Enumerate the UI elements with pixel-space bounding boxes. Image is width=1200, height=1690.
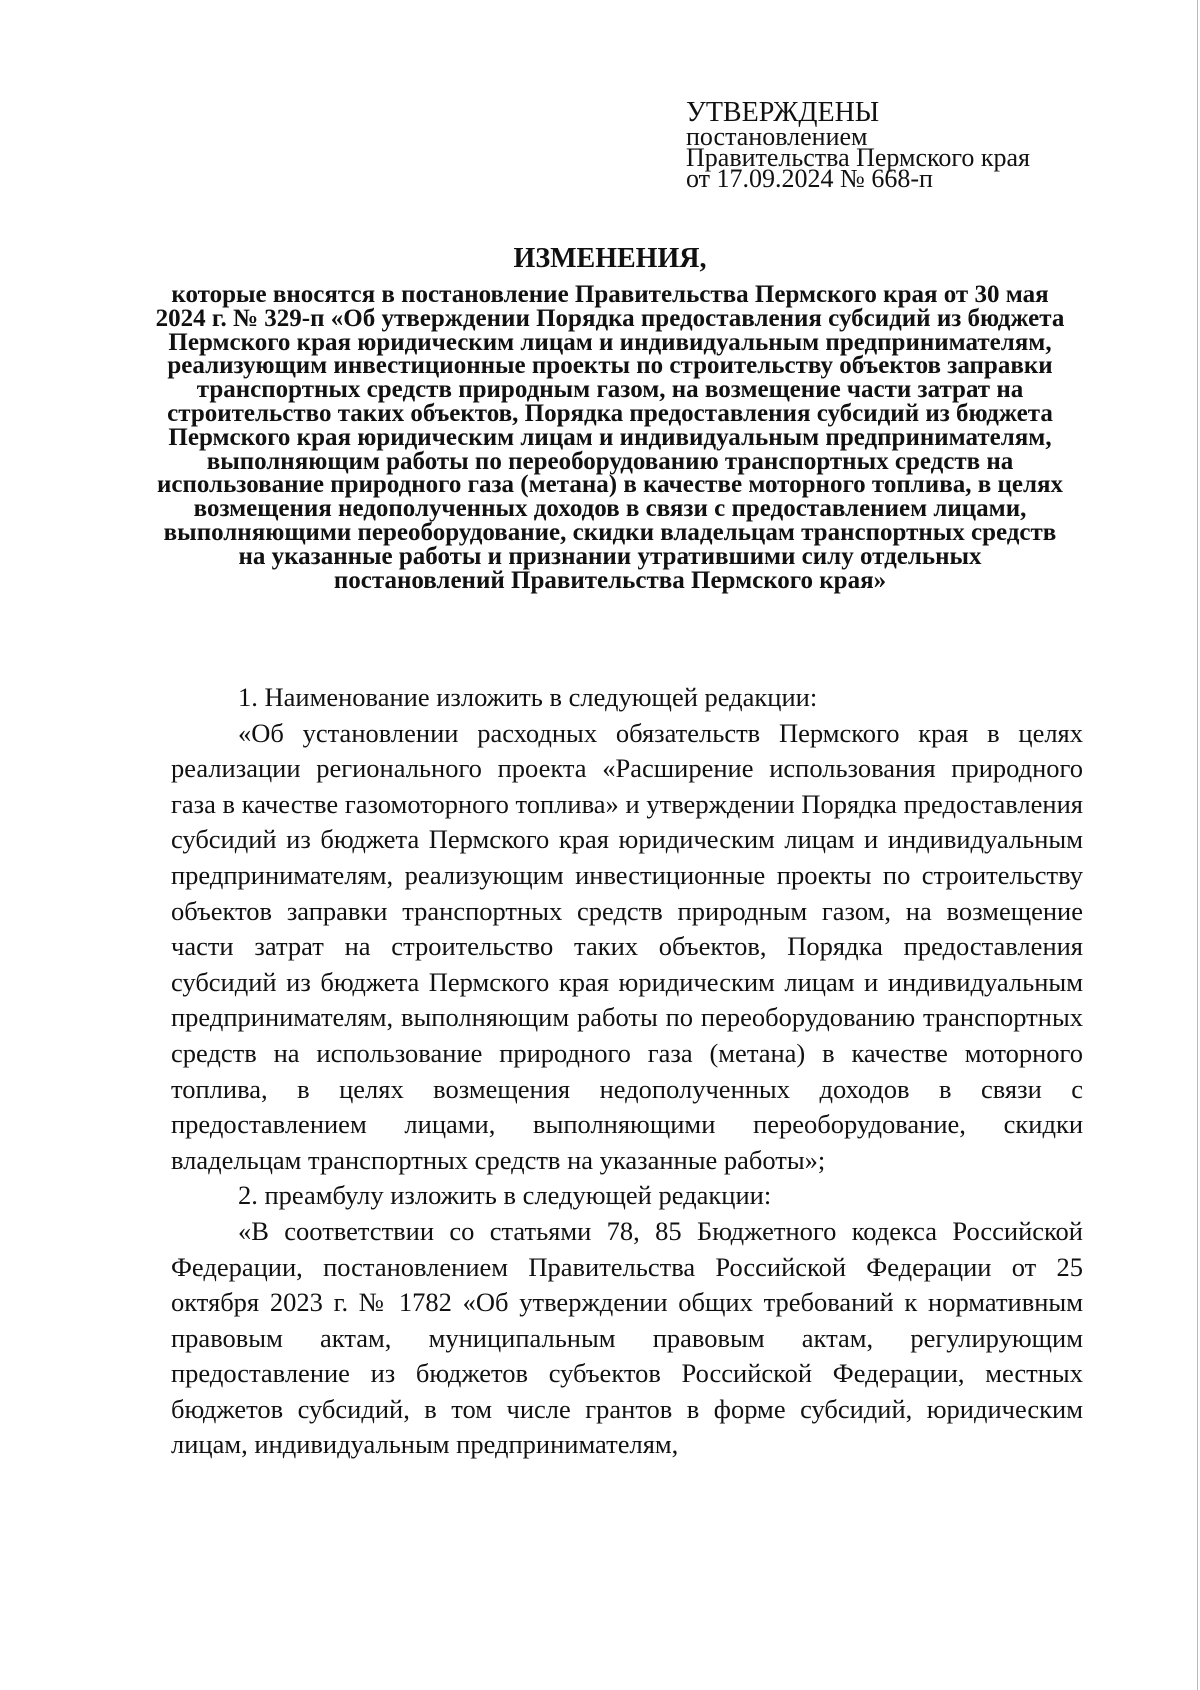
item-2-text: «В соответствии со статьями 78, 85 Бюджетного кодекса Российской Федерации, постановлением Правительства Российской Федерации от 25 октября 2023 г. № 1782 «Об утверждении общих требований к нормативным правовым актам, муниципальным правовым актам, регулирующим предоставление из бюджетов субъектов Российской Федерации, местных бюджетов субсидий, в том числе грантов в форме субсидий, юридическим лицам, индивидуальным предпринимателям, [171,1215,1083,1460]
item-1-intro: 1. Наименование изложить в следующей редакции: [238,682,818,712]
approval-title: УТВЕРЖДЕНЫ [686,97,880,128]
document-subtitle: которые вносятся в постановление Правительства Пермского края от 30 мая 2024 г. № 329-п «Об утверждении Порядка предоставления субсидий из бюджета Пермского края юридическим лицам и индивидуальным предпринимателям, реализующим инвестиционные проекты по строительству объектов заправки транспортных средств природным газом, на возмещение части затрат на строительство таких объектов, Порядка предоставления субсидий из бюджета Пермского края юридическим лицам и индивидуальным предпринимателям, выполняющим работы по переоборудованию транспортных средств на использование природного газа (метана) в качестве моторного топлива, в целях возмещения недополученных доходов в связи с предоставлением лицами, выполняющими переоборудование, скидки владельцам транспортных средств на указанные работы и признании утратившими силу отдельных постановлений Правительства Пермского края» [155,281,1065,594]
page-edge-line [1197,0,1198,1690]
item-2-intro: 2. преамбулу изложить в следующей редакции: [238,1180,772,1211]
approval-stamp [686,97,1086,193]
approval-line-government: Правительства Пермского края [686,143,1030,172]
approval-line-date-number: от 17.09.2024 № 668-п [686,164,933,193]
approval-line-resolution: постановлением [686,122,868,151]
item-1-text: «Об установлении расходных обязательств Пермского края в целях реализации регионального проекта «Расширение использования природного газа в качестве газомоторного топлива» и утверждении Порядка предоставления субсидий из бюджета Пермского края юридическим лицам и индивидуальным предпринимателям, реализующим инвестиционные проекты по строительству объектов заправки транспортных средств природным газом, на возмещение части затрат на строительство таких объектов, Порядка предоставления субсидий из бюджета Пермского края юридическим лицам и индивидуальным предпринимателям, выполняющим работы по переоборудованию транспортных средств на использование природного газа (метана) в качестве моторного топлива, в целях возмещения недополученных доходов в связи с предоставлением лицами, выполняющими переоборудование, скидки владельцам транспортных средств на указанные работы»; [171,717,1083,1175]
document-body [171,680,1083,1463]
document-title: ИЗМЕНЕНИЯ, [513,243,707,274]
document-heading [150,245,1070,592]
